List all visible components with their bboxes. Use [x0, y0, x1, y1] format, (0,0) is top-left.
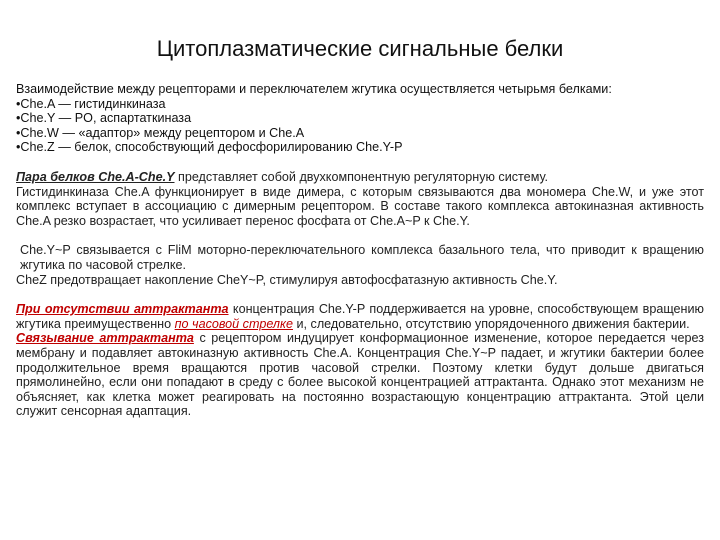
- bullet-chez: •Che.Z — белок, способствующий дефосфорилированию Che.Y-P: [16, 140, 403, 155]
- page-title: Цитоплазматические сигнальные белки: [156, 36, 564, 61]
- spacer: [16, 228, 704, 243]
- pair-rest: представляет собой двухкомпонентную регуляторную систему.: [174, 169, 549, 184]
- spacer: [16, 287, 704, 302]
- pair-lead: Пара белков Che.A-Che.Y: [16, 169, 175, 184]
- absence-middle: концентрация Che.Y-P поддерживается на уровне, способствующем вращению жгутика преимущественно: [16, 302, 704, 331]
- bullet-chea: •Che.A — гистидинкиназа: [16, 96, 166, 111]
- chez-paragraph: CheZ предотвращает накопление CheY~P, стимулируя автофосфатазную активность Che.Y.: [16, 272, 558, 287]
- binding-rest: с рецептором индуцирует конформационное изменение, которое передается через мембрану и подавляет автокиназную активность Che.A. Концентрация Che.Y~P падает, и жгутики бактерии более продолжительное время вращаются против часовой стрелки. Поэтому клетки будут дольше двигаться прямолинейно, если они попадают в среду с более высокой концентрацией аттрактанта. Однако этот механизм не объясняет, как клетка может реагировать на постоянно возрастающую концентрацию аттрактанта. Этой цели служит сенсорная адаптация.: [16, 331, 704, 419]
- absence-rest: и, следовательно, отсутствию упорядоченного движения бактерии.: [292, 316, 690, 331]
- flim-paragraph: Che.Y~P связывается с FliM моторно-переключательного комплекса базального тела, что приводит к вращению жгутика по часовой стрелке.: [20, 243, 704, 272]
- clockwise-highlight: по часовой стрелке: [174, 316, 293, 331]
- spacer: [16, 155, 704, 170]
- absence-paragraph: [16, 302, 704, 331]
- binding-paragraph: [16, 331, 704, 419]
- absence-lead: При отсутствии аттрактанта: [16, 302, 229, 317]
- bullet-chey: •Che.Y — PO, аспартаткиназа: [16, 111, 192, 126]
- binding-lead: Связывание аттрактанта: [16, 331, 194, 346]
- bullet-chew: •Che.W — «адаптор» между рецептором и Che.A: [16, 125, 305, 140]
- pair-paragraph: [16, 170, 704, 185]
- dimer-paragraph: Гистидинкиназа Che.A функционирует в виде димера, с которым связываются два мономера Che.W, и уже этот комплекс вступает в ассоциацию с димерным рецептором. В составе такого комплекса автокиназная активность Che.A резко возрастает, что усиливает перенос фосфата от Che.A~P к Che.Y.: [16, 184, 704, 228]
- intro-text: Взаимодействие между рецепторами и переключателем жгутика осуществляется четырьмя белками:: [16, 82, 612, 96]
